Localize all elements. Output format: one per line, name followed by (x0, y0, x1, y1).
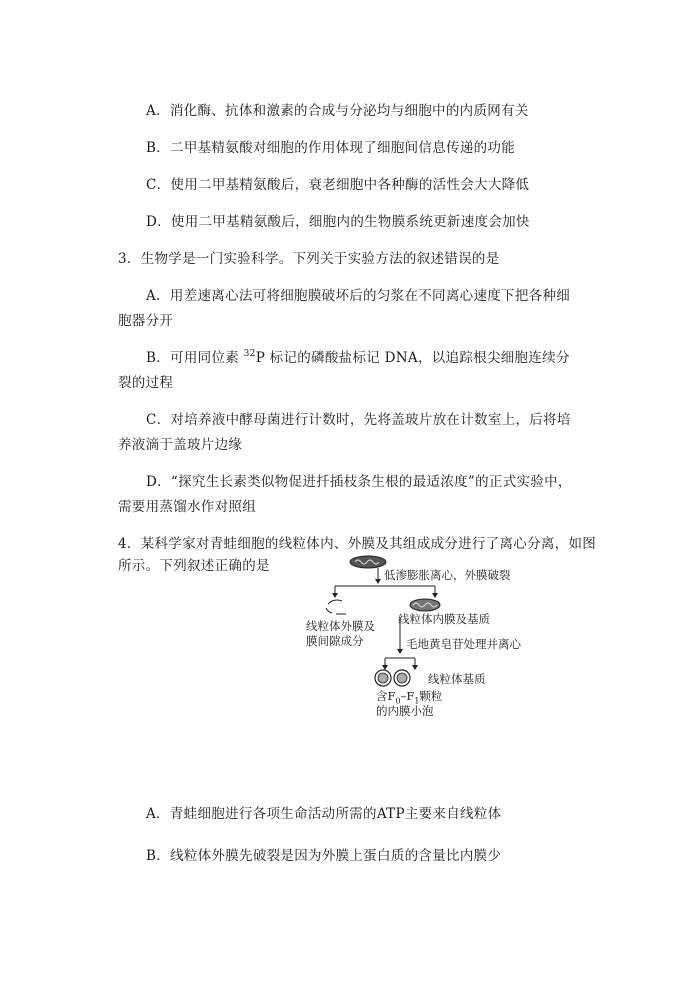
q3-option-b-post: P 标记的磷酸盐标记 DNA，以追踪根尖细胞连续分 (255, 350, 570, 366)
q3-option-b-line1 (146, 349, 570, 367)
q4-option-b: B．线粒体外膜先破裂是因为外膜上蛋白质的含量比内膜少 (146, 848, 502, 864)
vesicle-label-line2: 的内膜小泡 (376, 704, 434, 718)
isotope-mass-number: 32 (243, 349, 256, 359)
centrifugation-diagram (300, 548, 550, 728)
q2-option-c: C．使用二甲基精氨酸后，衰老细胞中各种酶的活性会大大降低 (146, 177, 530, 193)
outer-membrane-label-line1: 线粒体外膜及 (306, 619, 375, 633)
q4-stem-line2: 所示。下列叙述正确的是 (118, 558, 270, 574)
q3-option-c-line2: 养液滴于盖玻片边缘 (118, 437, 243, 453)
outer-membrane-label-line2: 膜间隙成分 (306, 634, 364, 648)
q3-option-b-pre: B．可用同位素 (146, 350, 244, 366)
q3-option-d-line1: D．“探究生长素类似物促进扦插枝条生根的最适浓度”的正式实验中， (146, 474, 572, 490)
step1-label: 低渗膨胀离心，外膜破裂 (384, 568, 511, 582)
q3-option-d-line2: 需要用蒸馏水作对照组 (118, 499, 256, 515)
step2-label: 毛地黄皂苷处理并离心 (406, 637, 521, 651)
q3-stem: 3．生物学是一门实验科学。下列关于实验方法的叙述错误的是 (118, 251, 500, 267)
inner-membrane-vesicle-2 (394, 670, 410, 686)
q2-option-a: A．消化酶、抗体和激素的合成与分泌均与细胞中的内质网有关 (146, 103, 529, 119)
q3-option-a-line1: A．用差速离心法可将细胞膜破坏后的匀浆在不同离心速度下把各种细 (146, 288, 571, 304)
inner-membrane-vesicle-1 (375, 670, 391, 686)
f1-subscript: 1 (414, 696, 420, 706)
q3-option-b-line2: 裂的过程 (118, 375, 174, 391)
q3-option-c-line1: C．对培养液中酵母菌进行计数时，先将盖玻片放在计数室上，后将培 (146, 412, 571, 428)
q3-option-a-line2: 胞器分开 (118, 313, 174, 329)
q2-option-d: D．使用二甲基精氨酸后，细胞内的生物膜系统更新速度会加快 (146, 214, 530, 230)
vesicle-label-pre: 含F (376, 689, 396, 703)
inner-membrane-label: 线粒体内膜及基质 (398, 612, 490, 626)
outer-membrane-fragments (326, 600, 346, 614)
q2-option-b: B．二甲基精氨酸对细胞的作用体现了细胞间信息传递的功能 (146, 140, 516, 156)
matrix-label: 线粒体基质 (428, 672, 486, 686)
vesicle-label-mid: –F (400, 689, 415, 703)
mitochondrion-top (350, 556, 386, 568)
q4-stem-line1: 4．某科学家对青蛙细胞的线粒体内、外膜及其组成成分进行了离心分离，如图 (118, 536, 597, 552)
q4-option-a: A．青蛙细胞进行各项生命活动所需的ATP主要来自线粒体 (146, 806, 502, 822)
inner-membrane-matrix (410, 599, 440, 611)
vesicle-label-post: 颗粒 (419, 689, 443, 703)
f0-subscript: 0 (395, 696, 401, 706)
